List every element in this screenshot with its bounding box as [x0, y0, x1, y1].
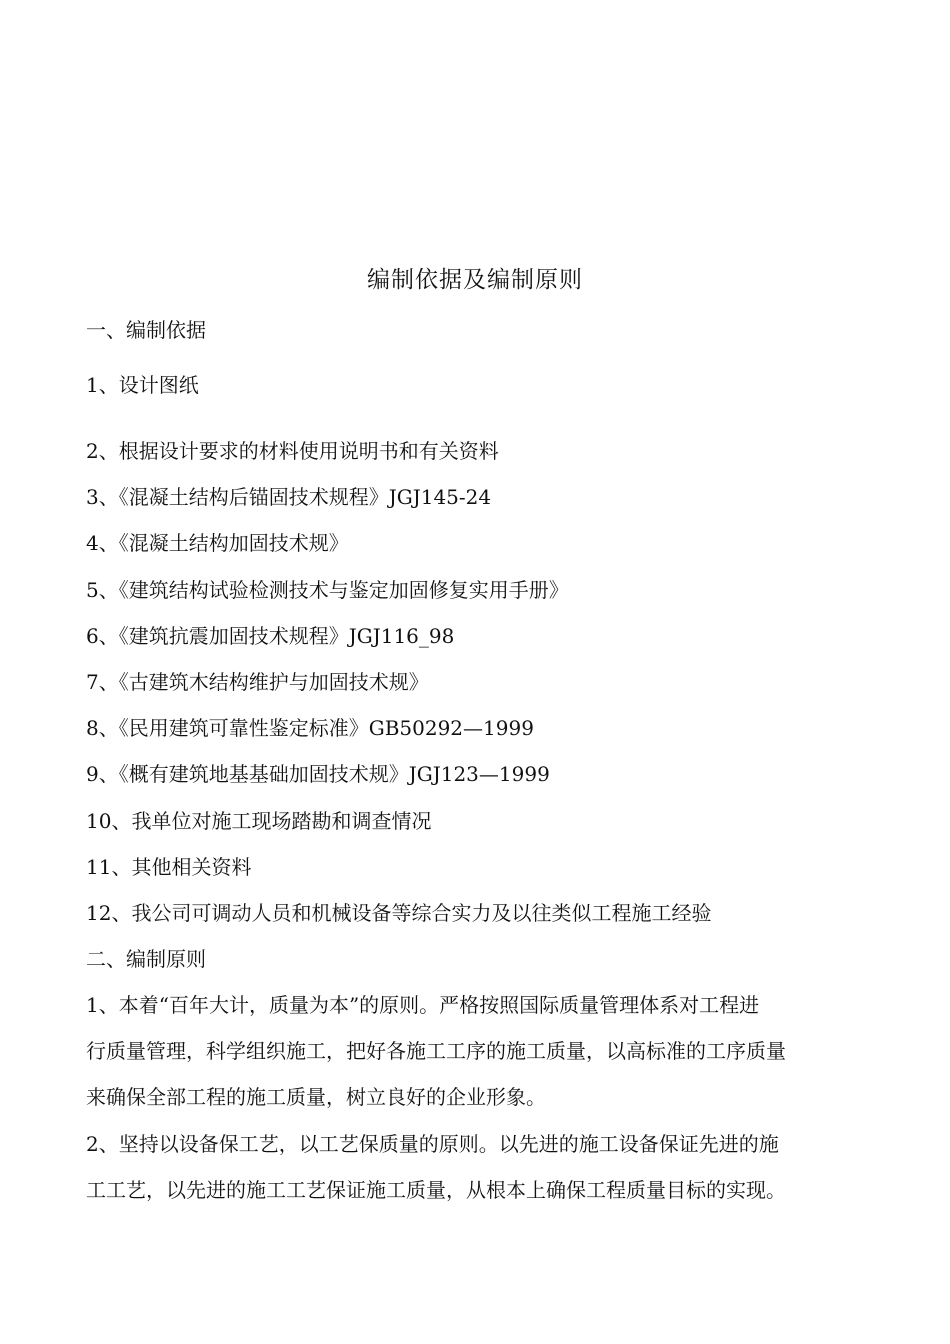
- basis-item-6: 6、《建筑抗震加固技术规程》JGJ116_98: [86, 624, 455, 648]
- basis-item-9: 9、《概有建筑地基基础加固技术规》JGJ123—1999: [86, 762, 550, 786]
- principle-paragraph-2: [86, 1129, 876, 1221]
- basis-item-10: 10、我单位对施工现场踏勘和调查情况: [86, 809, 432, 833]
- section-heading-principles: 二、编制原则: [86, 947, 206, 971]
- principle-1-line-3: 来确保全部工程的施工质量，树立良好的企业形象。: [86, 1085, 546, 1109]
- principle-1-line-1: 1、本着“百年大计，质量为本”的原则。严格按照国际质量管理体系对工程进: [86, 993, 760, 1017]
- basis-item-3: 3、《混凝土结构后锚固技术规程》JGJ145-24: [86, 485, 492, 509]
- basis-item-2: 2、根据设计要求的材料使用说明书和有关资料: [86, 439, 499, 463]
- principle-1-line-2: 行质量管理，科学组织施工，把好各施工工序的施工质量，以高标准的工序质量: [86, 1039, 786, 1063]
- section-heading-basis: 一、编制依据: [86, 318, 206, 342]
- basis-item-1: 1、设计图纸: [86, 373, 199, 397]
- basis-item-11: 11、其他相关资料: [86, 855, 252, 879]
- document-title: 编制依据及编制原则: [367, 267, 583, 293]
- basis-item-8: 8、《民用建筑可靠性鉴定标准》GB50292—1999: [86, 716, 534, 740]
- basis-item-5: 5、《建筑结构试验检测技术与鉴定加固修复实用手册》: [86, 578, 569, 602]
- basis-item-12: 12、我公司可调动人员和机械设备等综合实力及以往类似工程施工经验: [86, 901, 712, 925]
- principle-paragraph-1: [86, 990, 876, 1128]
- basis-item-4: 4、《混凝土结构加固技术规》: [86, 531, 349, 555]
- principle-2-line-2: 工工艺，以先进的施工工艺保证施工质量，从根本上确保工程质量目标的实现。: [86, 1178, 786, 1202]
- principle-2-line-1: 2、坚持以设备保工艺，以工艺保质量的原则。以先进的施工设备保证先进的施: [86, 1132, 779, 1156]
- basis-item-7: 7、《古建筑木结构维护与加固技术规》: [86, 670, 429, 694]
